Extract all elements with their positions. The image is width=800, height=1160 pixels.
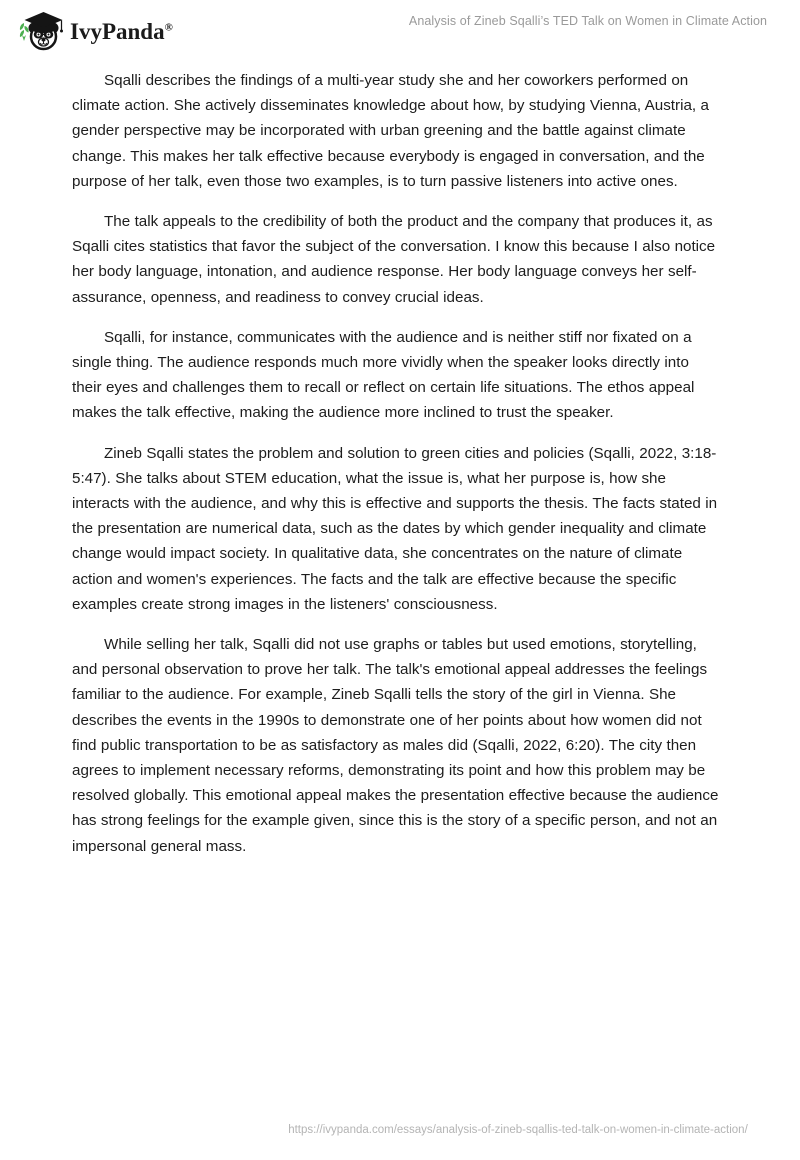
paragraph: Zineb Sqalli states the problem and solution to green cities and policies (Sqalli, 2022, 3:18-5:47). She talks about STEM education, what the issue is, what her purpose is, how she interacts with the audience, and why this is effective and supports the thesis. The facts stated in the presentation are numerical data, such as the dates by which gender inequality and climate change would impact society. In qualitative data, she concentrates on the nature of climate action and women's experiences. The facts and the talk are effective because the specific examples create strong images in the listeners' consciousness.: [72, 444, 718, 613]
paragraph: Sqalli, for instance, communicates with the audience and is neither stiff nor fixated on a single thing. The audience responds much more vividly when the speaker looks directly into their eyes and challenges them to recall or reflect on certain life situations. The ethos appeal makes the talk effective, making the audience more inclined to trust the speaker.: [72, 328, 695, 422]
essay-body: [72, 68, 720, 874]
paragraph: The talk appeals to the credibility of both the product and the company that produces it, as Sqalli cites statistics that favor the subject of the conversation. I know this because I also notice her body language, intonation, and audience response. Her body language conveys her self-assurance, openness, and readiness to convey crucial ideas.: [72, 213, 716, 306]
brand-name-text: IvyPanda: [70, 18, 165, 44]
document-title-header: [0, 14, 800, 28]
source-url-link[interactable]: https://ivypanda.com/essays/analysis-of-zineb-sqallis-ted-talk-on-women-in-climate-action/: [288, 1124, 748, 1136]
registered-mark: ®: [164, 20, 173, 33]
paragraph: Sqalli describes the findings of a multi-year study she and her coworkers performed on climate action. She actively disseminates knowledge about how, by studying Vienna, Austria, a gender perspective may be incorporated with urban greening and the battle against climate change. This makes her talk effective because everybody is engaged in conversation, and the purpose of her talk, even those two examples, is to turn passive listeners into active ones.: [72, 72, 709, 190]
document-title-text: Analysis of Zineb Sqalli’s TED Talk on Women in Climate Action: [408, 14, 768, 28]
page-footer: [0, 1120, 800, 1138]
page-header: [0, 0, 800, 58]
paragraph: While selling her talk, Sqalli did not use graphs or tables but used emotions, storytelling, and personal observation to prove her talk. The talk's emotional appeal addresses the feelings familiar to the audience. For example, Zineb Sqalli tells the story of the girl in Vienna. She describes the events in the 1990s to demonstrate one of her points about how women did not find public transportation to be as satisfactory as males did (Sqalli, 2022, 6:20). The city then agrees to implement necessary reforms, demonstrating its point and how this problem may be resolved globally. This emotional appeal makes the presentation effective because the audience has strong feelings for the example given, since this is the story of a specific person, and not an impersonal general mass.: [72, 636, 719, 855]
